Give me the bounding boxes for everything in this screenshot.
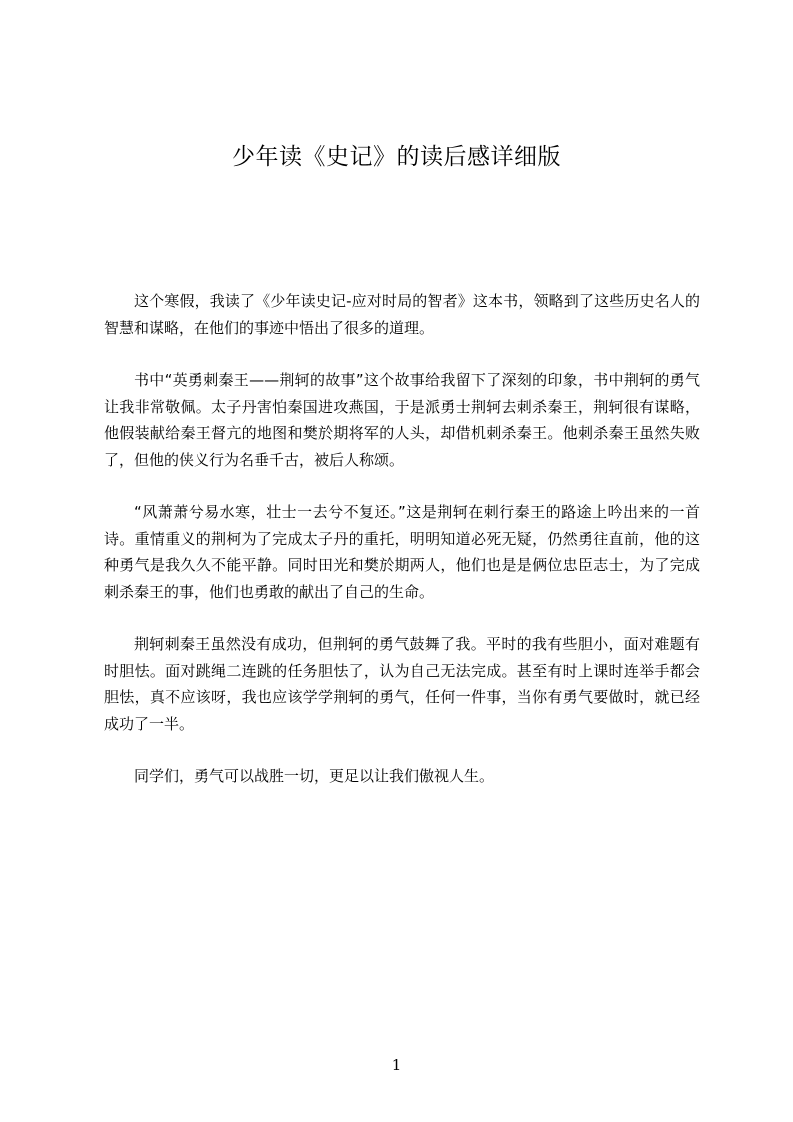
document-title: 少年读《史记》的读后感详细版 [232,144,561,170]
paragraph-5: 同学们，勇气可以战胜一切，更足以让我们傲视人生。 [134,767,495,785]
paragraph-1: 这个寒假，我读了《少年读史记-应对时局的智者》这本书，领略到了这些历史名人的智慧和谋略，在他们的事迹中悟出了很多的道理。 [104,292,700,337]
paragraph-3: “风萧萧兮易水寒，壮士一去兮不复还。”这是荆轲在刺行秦王的路途上吟出来的一首诗。重情重义的荆柯为了完成太子丹的重托，明明知道必死无疑，仍然勇往直前，他的这种勇气是我久久不能平静。同时田光和樊於期两人，他们也是是俩位忠臣志士，为了完成刺杀秦王的事，他们也勇敢的献出了自己的生命。 [104,503,700,601]
page-number: 1 [391,1056,402,1074]
paragraph-2: 书中“英勇刺秦王——荆轲的故事”这个故事给我留下了深刻的印象，书中荆轲的勇气让我非常敬佩。太子丹害怕秦国进攻燕国，于是派勇士荆轲去刺杀秦王，荆轲很有谋略，他假装献给秦王督亢的地图和樊於期将军的人头，却借机刺杀秦王。他刺杀秦王虽然失败了，但他的侠义行为名垂千古，被后人称颂。 [104,371,700,469]
paragraph-4: 荆轲刺秦王虽然没有成功，但荆轲的勇气鼓舞了我。平时的我有些胆小，面对难题有时胆怯。面对跳绳二连跳的任务胆怯了，认为自己无法完成。甚至有时上课时连举手都会胆怯，真不应该呀，我也应该学学荆轲的勇气，任何一件事，当你有勇气要做时，就已经成功了一半。 [104,635,700,733]
document-body [104,288,700,816]
